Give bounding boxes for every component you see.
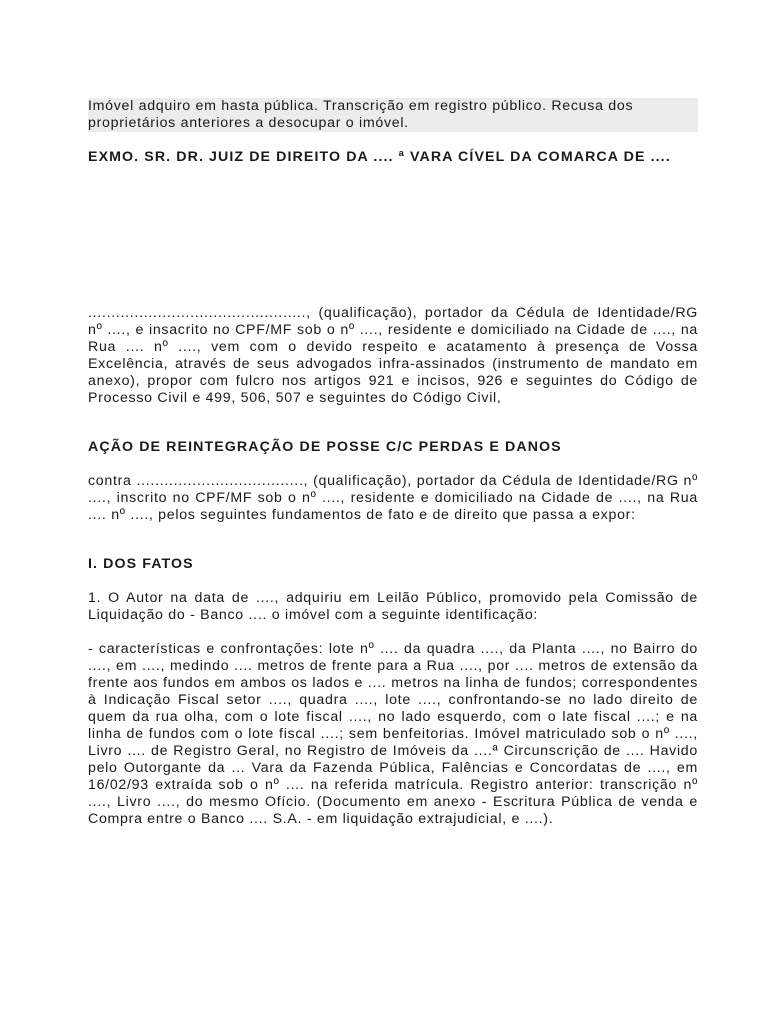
court-heading: EXMO. SR. DR. JUIZ DE DIREITO DA .... ª VARA CÍVEL DA COMARCA DE .... (88, 149, 671, 165)
action-title: AÇÃO DE REINTEGRAÇÃO DE POSSE C/C PERDAS E DANOS (88, 439, 562, 455)
document-page (88, 98, 698, 828)
facts-section-title: I. DOS FATOS (88, 556, 194, 572)
document-summary: Imóvel adquiro em hasta pública. Transcrição em registro público. Recusa dos proprietários anteriores a desocupar o imóvel. (88, 98, 698, 132)
fact-1-paragraph: 1. O Autor na data de ...., adquiriu em Leilão Público, promovido pela Comissão de Liquidação do - Banco .... o imóvel com a seguinte identificação: (88, 590, 698, 623)
characteristics-paragraph: - características e confrontações: lote nº .... da quadra ...., da Planta ...., no Bairro do ...., em ...., medindo .... metros de frente para a Rua ...., por .... metros de extensão da frente aos fundos em ambos os lados e .... metros na linha de fundos; correspondentes à Indicação Fiscal setor ...., quadra ...., lote ...., confrontando-se no lado direito de quem da rua olha, com o lote fiscal ...., no lado esquerdo, com o late fiscal ....; e na linha de fundos com o lote fiscal ....; sem benfeitorias. Imóvel matriculado sob o nº ...., Livro .... de Registro Geral, no Registro de Imóveis da ....ª Circunscrição de .... Havido pelo Outorgante da ... Vara da Fazenda Pública, Falências e Concordatas de ...., em 16/02/93 extraída sob o nº .... na referida matrícula. Registro anterior: transcrição nº ...., Livro ...., do mesmo Ofício. (Documento em anexo - Escritura Pública de venda e Compra entre o Banco .... S.A. - em liquidação extrajudicial, e ....). (88, 641, 698, 827)
contra-paragraph: contra ...................................., (qualificação), portador da Cédula de Identidade/RG nº ...., inscrito no CPF/MF sob o nº ...., residente e domiciliado na Cidade de ...., na Rua .... nº ...., pelos seguintes fundamentos de fato e de direito que passa a expor: (88, 473, 698, 523)
qualification-paragraph: ..............................................., (qualificação), portador da Cédula de Identidade/RG nº ...., e insacrito no CPF/MF sob o nº ...., residente e domiciliado na Cidade de ...., na Rua .... nº ...., vem com o devido respeito e acatamento à presença de Vossa Excelência, através de seus advogados infra-assinados (instrumento de mandato em anexo), propor com fulcro nos artigos 921 e incisos, 926 e seguintes do Código de Processo Civil e 499, 506, 507 e seguintes do Código Civil, (88, 305, 698, 406)
